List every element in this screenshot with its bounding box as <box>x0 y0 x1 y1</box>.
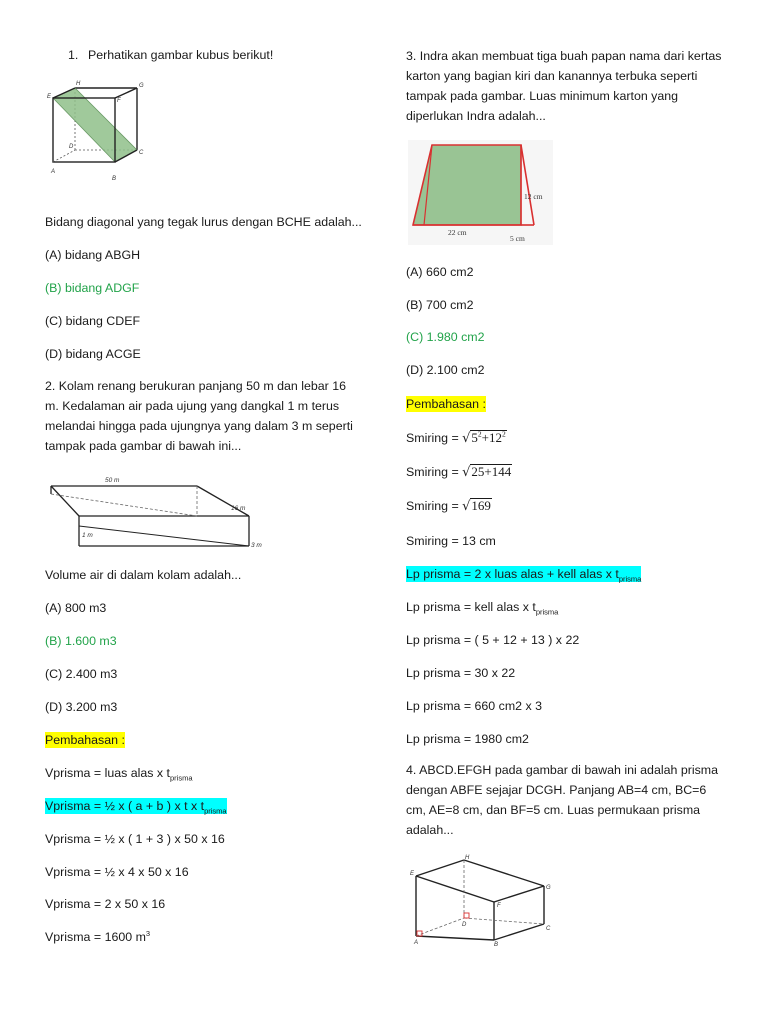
q1-number: 1. <box>68 48 79 62</box>
q3-option-c-correct: (C) 1.980 cm2 <box>406 330 485 344</box>
cube-label-c: C <box>139 150 144 156</box>
smiring-step-3: Smiring = √169 <box>406 498 491 514</box>
q3-step-2: Lp prisma = kell alas x $t_{prisma}$ <box>406 600 559 617</box>
q1-option-c: (C) bidang CDEF <box>45 314 141 328</box>
q2-step-1: Vprisma = luas alas x $t_{prisma}$ <box>45 766 193 783</box>
prism-label-b: B <box>494 942 499 947</box>
pool-figure <box>49 474 269 556</box>
prism-label-e: E <box>410 871 415 877</box>
pool-label-length: 50 m <box>105 477 120 484</box>
prism-label-g: G <box>546 885 551 891</box>
q2-option-a: (A) 800 m3 <box>45 601 107 615</box>
prism-label-a: A <box>414 940 419 946</box>
q3-option-b: (B) 700 cm2 <box>406 298 474 312</box>
prism-label-f: F <box>497 903 501 909</box>
prism-label-d: D <box>462 922 467 928</box>
cube-label-d: D <box>69 144 74 150</box>
smiring-step-4: Smiring = 13 cm <box>406 534 496 548</box>
q3-option-a: (A) 660 cm2 <box>406 265 474 279</box>
q2-option-c: (C) 2.400 m3 <box>45 667 118 681</box>
cube-label-f: F <box>117 98 121 104</box>
prism-figure <box>408 852 558 947</box>
cube-label-g: G <box>139 83 144 89</box>
q3-step-4: Lp prisma = 30 x 22 <box>406 666 516 680</box>
q2-option-d: (D) 3.200 m3 <box>45 700 118 714</box>
cube-label-e: E <box>47 94 52 100</box>
cube-label-h: H <box>76 81 81 87</box>
q2-pembahasan-heading: Pembahasan : <box>45 733 125 747</box>
nameplate-label-height: 12 cm <box>524 192 543 201</box>
q2-question: Volume air di dalam kolam adalah... <box>45 568 242 582</box>
cube-label-b: B <box>112 176 117 182</box>
nameplate-label-length: 22 cm <box>448 228 467 237</box>
q1-option-a: (A) bidang ABGH <box>45 248 141 262</box>
q2-step-3: Vprisma = ½ x ( 1 + 3 ) x 50 x 16 <box>45 832 225 846</box>
q3-step-5: Lp prisma = 660 cm2 x 3 <box>406 699 543 713</box>
q2-prompt: 2. Kolam renang berukuran panjang 50 m dan lebar 16 m. Kedalaman air pada ujung yang dangkal 1 m terus melandai hingga pada ujungnya yang dalam 3 m seperti tampak pada gambar di bawah ini... <box>45 379 353 453</box>
cube-figure <box>45 78 145 183</box>
q3-step-1-highlighted: Lp prisma = 2 x luas alas + kell alas x $t_{prisma}$ <box>406 567 642 584</box>
nameplate-figure <box>408 140 553 245</box>
smiring-step-1: Smiring = $√5^2+12^2$ <box>406 429 506 446</box>
q2-step-6: Vprisma = 1600 $m^3$ <box>45 928 151 944</box>
q2-step-2-highlighted: Vprisma = ½ x ( a + b ) x t x $t_{prisma}$ <box>45 799 227 816</box>
q1-question: Bidang diagonal yang tegak lurus dengan BCHE adalah... <box>45 215 362 229</box>
pool-label-deep: 3 m <box>251 542 262 549</box>
q3-step-6: Lp prisma = 1980 cm2 <box>406 732 529 746</box>
q2-option-b-correct: (B) 1.600 m3 <box>45 634 117 648</box>
pool-label-width: 16 m <box>231 505 246 512</box>
q2-step-5: Vprisma = 2 x 50 x 16 <box>45 897 166 911</box>
q3-step-3: Lp prisma = ( 5 + 12 + 13 ) x 22 <box>406 633 580 647</box>
cube-label-a: A <box>51 169 56 175</box>
q1-option-d: (D) bidang ACGE <box>45 347 141 361</box>
pool-label-shallow: 1 m <box>82 532 93 539</box>
q4-prompt: 4. ABCD.EFGH pada gambar di bawah ini adalah prisma dengan ABFE sejajar DCGH. Panjang AB=4 cm, BC=6 cm, AE=8 cm, dan BF=5 cm. Luas permukaan prisma adalah... <box>406 763 718 837</box>
q3-option-d: (D) 2.100 cm2 <box>406 363 485 377</box>
q1-option-b-correct: (B) bidang ADGF <box>45 281 140 295</box>
nameplate-label-base: 5 cm <box>510 234 525 243</box>
q3-pembahasan-heading: Pembahasan : <box>406 397 486 411</box>
prism-label-h: H <box>465 855 470 861</box>
q1-prompt: Perhatikan gambar kubus berikut! <box>88 48 274 62</box>
prism-label-c: C <box>546 926 551 932</box>
smiring-step-2: Smiring = √25+144 <box>406 464 512 480</box>
q3-prompt: 3. Indra akan membuat tiga buah papan nama dari kertas karton yang bagian kiri dan kanannya terbuka seperti tampak pada gambar. Luas minimum karton yang diperlukan Indra adalah... <box>406 49 722 123</box>
q2-step-4: Vprisma = ½ x 4 x 50 x 16 <box>45 865 189 879</box>
